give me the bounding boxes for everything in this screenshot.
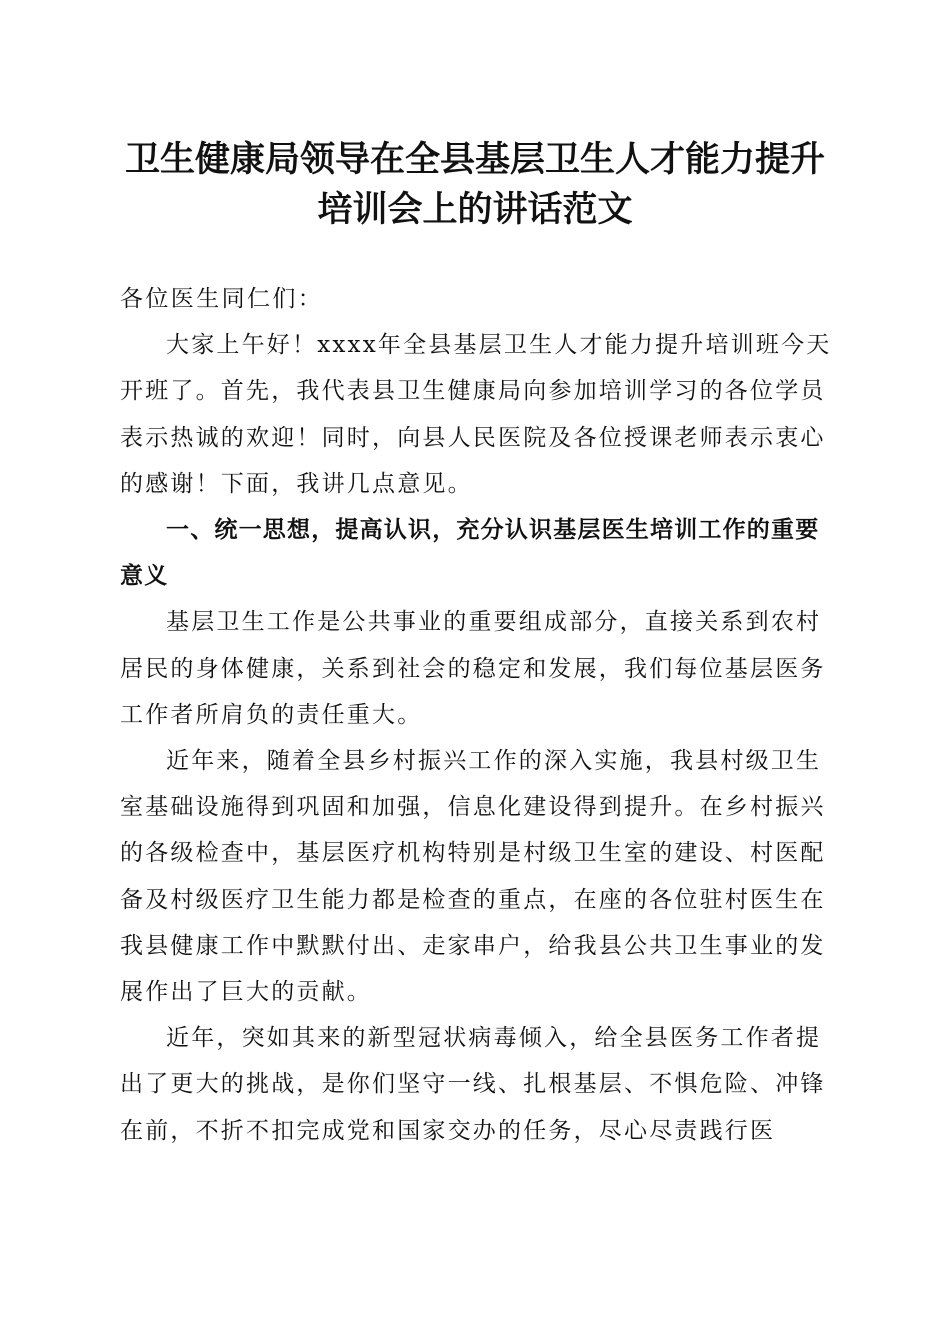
paragraph-epidemic: 近年，突如其来的新型冠状病毒倾入，给全县医务工作者提出了更大的挑战，是你们坚守一线、扎根基层、不惧危险、冲锋在前，不折不扣完成党和国家交办的任务，尽心尽责践行医 [120, 1025, 826, 1144]
document-title-line-2: 培训会上的讲话范文 [317, 189, 633, 230]
document-title-line-1: 卫生健康局领导在全县基层卫生人才能力提升 [124, 139, 825, 180]
paragraph-rural-revitalization: 近年来，随着全县乡村振兴工作的深入实施，我县村级卫生室基础设施得到巩固和加强，信息化建设得到提升。在乡村振兴的各级检查中，基层医疗机构特别是村级卫生室的建设、村医配备及村级医疗卫生能力都是检查的重点，在座的各位驻村医生在我县健康工作中默默付出、走家串户，给我县公共卫生事业的发展作出了巨大的贡献。 [120, 748, 826, 1006]
paragraph-greeting: 大家上午好！xxxx年全县基层卫生人才能力提升培训班今天开班了。首先，我代表县卫生健康局向参加培训学习的各位学员表示热诚的欢迎！同时，向县人民医院及各位授课老师表示衷心的感谢！下面，我讲几点意见。 [120, 332, 832, 497]
paragraph-primary-care: 基层卫生工作是公共事业的重要组成部分，直接关系到农村居民的身体健康，关系到社会的稳定和发展，我们每位基层医务工作者所肩负的责任重大。 [120, 609, 826, 728]
salutation: 各位医生同仁们： [120, 286, 324, 312]
section-heading-1: 一、统一思想，提高认识，充分认识基层医生培训工作的重要意义 [120, 517, 820, 590]
document-body [120, 276, 832, 1154]
